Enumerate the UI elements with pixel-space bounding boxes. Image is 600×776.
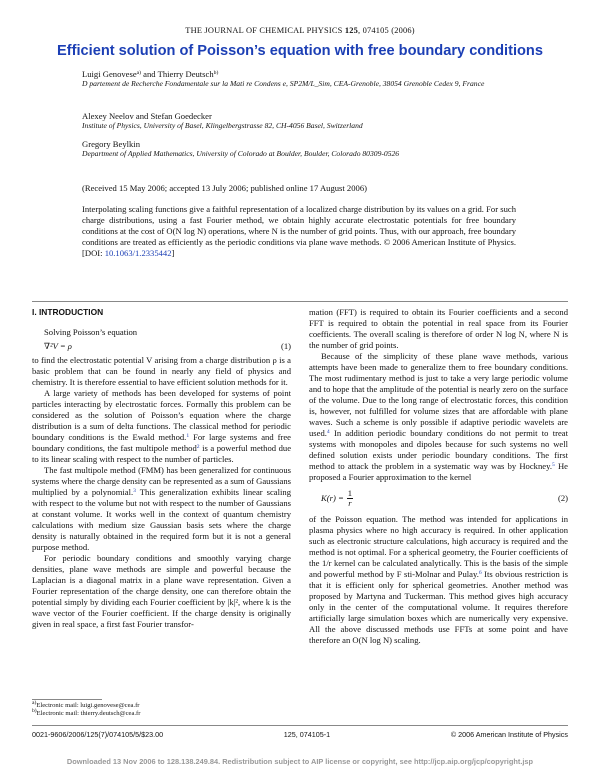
footnote: $^{a)}$Electronic mail: luigi.genovese@cea.fr	[32, 700, 140, 709]
paragraph: For periodic boundary conditions and smoothly varying charge densities, plane wave methods are simple and powerful because the Laplacian is a diagonal matrix in a plane wave representation. Given a Fourier representation of the charge density, one can therefore obtain the potential simply by dividing each Fourier coefficient by |k|², where k is the wave vector of the Fourier coefficient. If the charge density is originally given in real space, a first fast Fourier transfor-	[32, 552, 291, 629]
left-column	[32, 307, 291, 630]
abstract-text: Interpolating scaling functions give a faithful representation of a localized charge distribution by its values on a grid. For such charge distributions, using a fast Fourier method, we obtain highly accurate electrostatic potentials for free boundary conditions at the cost of O(N log N) operations, where N is the number of grid points. Thus, with our approach, free boundary conditions are treated as efficiently as the periodic conditions via plane wave methods. © 2006 American Institute of Physics.	[82, 204, 516, 247]
citation[interactable]: 5	[551, 461, 555, 468]
received-dates: (Received 15 May 2006; accepted 13 July 2006; published online 17 August 2006)	[82, 183, 367, 193]
author-names: Gregory Beylkin	[82, 139, 140, 149]
paper-title: Efficient solution of Poisson’s equation with free boundary conditions	[57, 43, 543, 59]
footnote: $^{b)}$Electronic mail: thierry.deutsch@cea.fr	[32, 708, 141, 718]
equation-number: (1)	[280, 340, 291, 351]
equation-2	[309, 489, 568, 508]
footnotes	[32, 702, 291, 719]
affiliation: Institute of Physics, University of Basel, Klingelbergstrasse 82, CH-4056 Basel, Switzerland	[82, 121, 363, 131]
fraction: $\frac{1}{r}$	[347, 487, 353, 508]
author-names: Luigi Genovese$^{a)}$ and Thierry Deutsch$^{b)}$	[82, 69, 219, 79]
issn: 0021-9606/2006/125(7)/074105/5/$23.00	[32, 730, 164, 739]
author-block-3	[82, 139, 542, 160]
paragraph: to find the electrostatic potential V arising from a charge distribution ρ is a basic problem that can be found in nearly any field of physics and chemistry. It is therefore essential to have efficient solution methods for it.	[32, 354, 291, 387]
journal-header	[0, 26, 600, 35]
paragraph: mation (FFT) is required to obtain its Fourier coefficients and a second FFT is required to obtain the potential in real space from its Fourier coefficients. The overall scaling is therefore of order N log N, where N is the number of grid points.	[309, 307, 568, 350]
author-block-2	[82, 111, 542, 132]
citation[interactable]: 4	[326, 428, 330, 435]
page-number: 125, 074105-1	[283, 730, 331, 739]
author-names: Alexey Neelov and Stefan Goedecker	[82, 111, 212, 121]
download-notice: Downloaded 13 Nov 2006 to 128.138.249.84. Redistribution subject to AIP license or copyright, see http://jcp.aip.org/jcp/copyright.jsp	[66, 757, 534, 766]
citation[interactable]: 1	[186, 432, 190, 439]
citation[interactable]: 3	[133, 487, 136, 494]
page-footer	[32, 730, 568, 739]
equation-1	[32, 341, 291, 352]
copyright: © 2006 American Institute of Physics	[450, 730, 568, 739]
affiliation: D partement de Recherche Fondamentale sur la Mati re Condens e, SP2M/L_Sim, CEA-Grenoble, 38054 Grenoble Cedex 9, France	[82, 79, 485, 89]
citation[interactable]: 2	[196, 443, 200, 450]
citation[interactable]: 6	[478, 569, 482, 576]
right-column	[309, 307, 568, 646]
divider	[32, 301, 568, 302]
doi-link[interactable]: 10.1063/1.2335442	[104, 248, 172, 258]
equation-number: (2)	[557, 492, 568, 503]
section-heading: I. INTRODUCTION	[32, 307, 104, 317]
equation-lhs: K(r) =	[321, 492, 344, 503]
equation-text: ∇²V = ρ	[44, 340, 72, 351]
paragraph: A large variety of methods has been developed for systems of point particles interacting by electrostatic forces. Formally this problem can be considered as the solution of Poisson’s equation where the charge distribution is a sum of delta functions. The classical method for periodic boundary conditions is the Ewald method.$^1$ For large systems and free boundary conditions, the fast multipole method$^2$ is a powerful method due to its linear scaling with respect to the number of particles.	[32, 387, 292, 464]
journal-issue: , 074105 (2006)	[358, 26, 415, 35]
journal-volume: 125	[344, 26, 358, 35]
journal-name: THE JOURNAL OF CHEMICAL PHYSICS	[185, 26, 343, 35]
paragraph: The fast multipole method (FMM) has been generalized for continuous systems where the charge density can be represented as a sum of Gaussians multiplied by a polynomial.$^3$ This generalization exhibits linear scaling with respect to the volume but not with respect to the number of Gaussians at constant volume. It works well in the context of quantum chemistry calculations with medium size Gaussian basis sets where the charge density is naturally obtained in the required form but it is not a general purpose method.	[32, 464, 292, 552]
paragraph: Solving Poisson’s equation	[44, 326, 138, 337]
author-block-1	[82, 69, 542, 90]
footer-divider	[32, 725, 568, 726]
paragraph: of the Poisson equation. The method was intended for applications in plasma physics where no high accuracy is required. In other application such as electronic structure calculations, high accuracy is required and the method is not optimal. For a spherical geometry, the Fourier coefficients of the 1/r kernel can be calculated analytically. This is the basis of the simple and powerful method by F sti-Molnar and Pulay.$^6$ Its obvious restriction is that it is efficient only for spherical geometries. Another method was proposed by Martyna and Tuckerman. This method gives high accuracy only in the center of the computational volume. It requires therefore artificially large simulation boxes which are numerically very expensive. All the above discussed methods use FFTs at some point and have therefore an O(N log N) scaling.	[309, 513, 568, 645]
footnote-divider	[32, 699, 102, 700]
abstract: Interpolating scaling functions give a faithful representation of a localized charge distribution by its values on a grid. For such charge distributions, using a fast Fourier method, we obtain highly accurate electrostatic potentials for free boundary conditions at the cost of O(N log N) operations, where N is the number of grid points. Thus, with our approach, free boundary conditions are treated as efficiently as the periodic conditions via plane wave methods. © 2006 American Institute of Physics. [DOI: 10.1063/1.2335442]	[82, 204, 516, 258]
paragraph: Because of the simplicity of these plane wave methods, various attempts have been made to generalize them to free boundary conditions. The most rudimentary method is just to take a very large periodic volume and to hope that the amplitude of the potential is nearly zero on the surface of the volume. Due to the long range of electrostatic forces, this condition is, however, not fulfilled for volume sizes that are affordable with plane waves. Such a scheme is only possible if adaptive periodic wavelets are used.$^4$ In addition periodic boundary conditions do not permit to treat systems with monopoles and dipoles because for such systems no well defined solution exists under periodic boundary conditions. The first method to attack the problem in a systematic way was by Hockney.$^5$ He proposed a Fourier approximation to the kernel	[309, 350, 568, 482]
affiliation: Department of Applied Mathematics, University of Colorado at Boulder, Boulder, Colorado 80309-0526	[82, 149, 400, 159]
